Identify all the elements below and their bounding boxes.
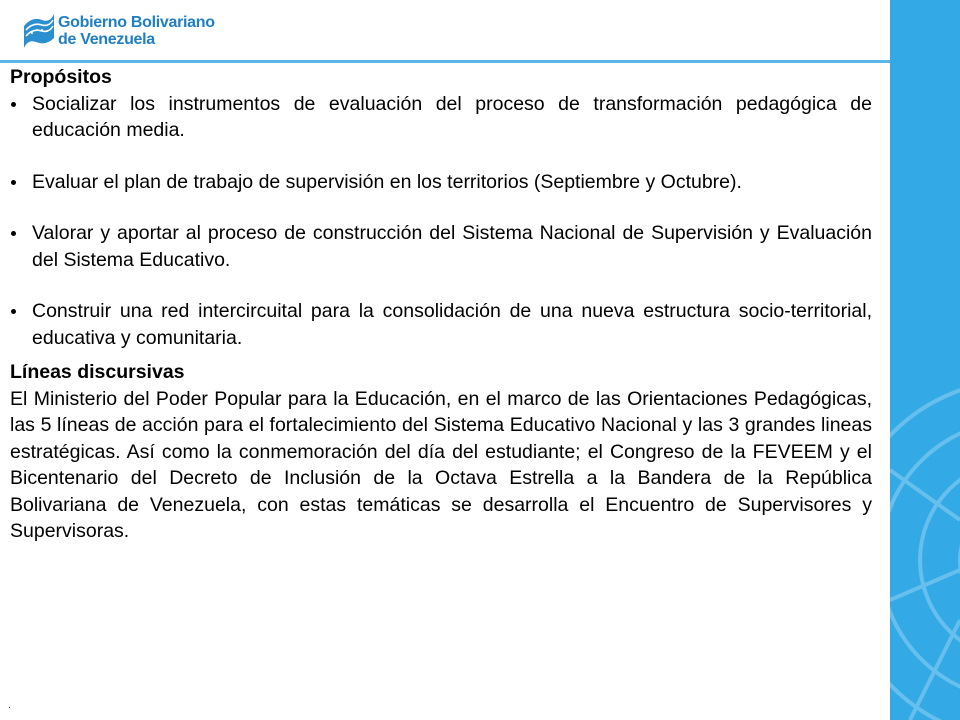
- footer-mark: .: [8, 700, 11, 711]
- purposes-heading: Propósitos: [10, 66, 112, 88]
- list-item-text: Valorar y aportar al proceso de construcción del Sistema Nacional de Supervisión y Evaluación del Sistema Educativo.: [32, 222, 872, 271]
- slide-content: [10, 64, 872, 545]
- list-item: [10, 169, 872, 196]
- slide-header: [0, 0, 890, 62]
- discursive-lines-heading: Líneas discursivas: [10, 361, 185, 383]
- list-item-text: Construir una red intercircuital para la consolidación de una nueva estructura socio-territorial, educativa y comunitaria.: [32, 300, 872, 349]
- logo-line-1: Gobierno Bolivariano: [58, 14, 215, 31]
- list-item-text: Socializar los instrumentos de evaluación del proceso de transformación pedagógica de educación media.: [32, 92, 872, 141]
- venezuela-flag-icon: [22, 12, 56, 52]
- decorative-side-band: [890, 0, 960, 720]
- list-item: [10, 91, 872, 144]
- logo-line-2: de Venezuela: [58, 31, 155, 48]
- discursive-lines-paragraph: El Ministerio del Poder Popular para la Educación, en el marco de las Orientaciones Pedagógicas, las 5 líneas de acción para el fortalecimiento del Sistema Educativo Nacional y las 3 grandes lineas estratégicas. Así como la conmemoración del día del estudiante; el Congreso de la FEVEEM y el Bicentenario del Decreto de Inclusión de la Octava Estrella a la Bandera de la República Bolivariana de Venezuela, con estas temáticas se desarrolla el Encuentro de Supervisores y Supervisoras.: [10, 387, 872, 542]
- purposes-list: [10, 91, 872, 352]
- list-item: [10, 298, 872, 351]
- bullet-icon: [11, 231, 16, 236]
- decorative-circles-icon: [890, 0, 960, 720]
- header-divider: [0, 60, 892, 63]
- list-item: [10, 220, 872, 273]
- bullet-icon: [11, 180, 16, 185]
- logo-text: [58, 14, 215, 48]
- government-logo: [22, 10, 222, 54]
- bullet-icon: [11, 309, 16, 314]
- bullet-icon: [11, 102, 16, 107]
- list-item-text: Evaluar el plan de trabajo de supervisión en los territorios (Septiembre y Octubre).: [32, 170, 742, 193]
